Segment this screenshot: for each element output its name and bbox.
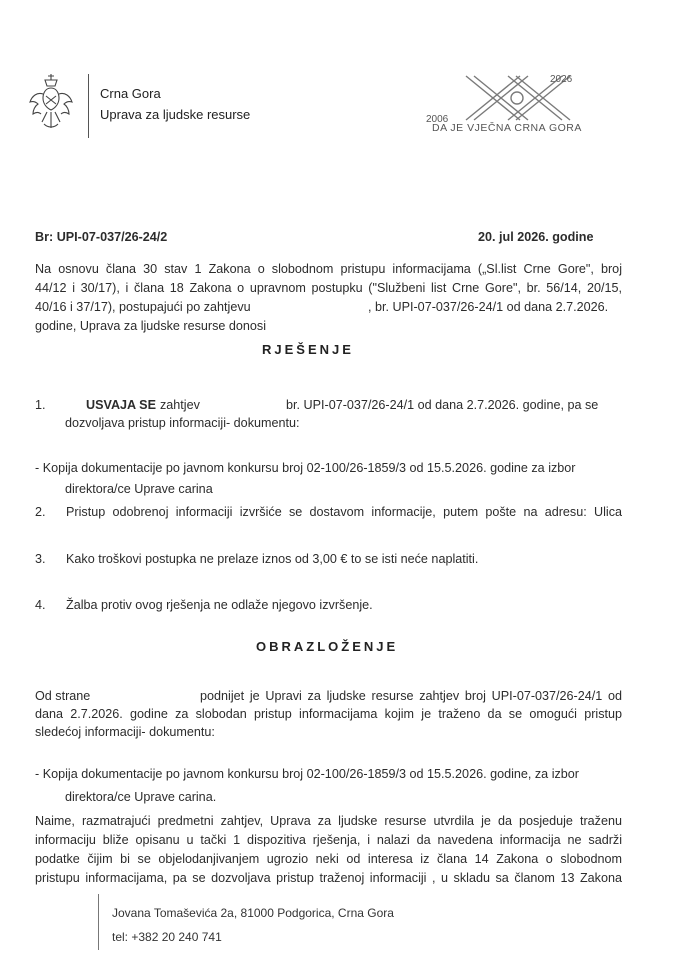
decision-heading: RJEŠENJE xyxy=(262,342,354,357)
logo-year-left: 2006 xyxy=(426,114,449,125)
footer-address: Jovana Tomaševića 2a, 81000 Podgorica, Crna Gora xyxy=(112,906,394,920)
institution-name: Uprava za ljudske resurse xyxy=(100,107,251,122)
item3-text: Kako troškovi postupka ne prelaze iznos od 3,00 € to se isti neće naplatiti. xyxy=(66,552,479,566)
bullet-line: direktora/ce Uprave carina. xyxy=(65,790,217,804)
item-number: 4. xyxy=(35,598,46,612)
intro-line: 40/16 i 37/17), postupajući po zahtjevu xyxy=(35,300,251,314)
logo-year-right: 2026 xyxy=(550,74,573,85)
item1-text: dozvoljava pristup informaciji- dokumentu: xyxy=(65,416,300,430)
reason-line: sledećoj informaciji- dokumentu: xyxy=(35,725,215,739)
item1-text: br. UPI-07-037/26-24/1 od dana 2.7.2026. godine, pa se xyxy=(286,398,599,412)
logo-tagline: DA JE VJEČNA CRNA GORA xyxy=(432,122,582,134)
final-line: Naime, razmatrajući predmetni zahtjev, Uprava za ljudske resurse utvrdila je da posjeduje traženu xyxy=(35,814,622,828)
intro-line: 44/12 i 30/17), i člana 18 Zakona o upravnom postupku ("Službeni list Crne Gore", br. 56/14, 20/15, xyxy=(35,281,622,295)
item1-bold: USVAJA SE xyxy=(86,398,156,412)
document-date: 20. jul 2026. godine xyxy=(478,230,594,244)
item2-text: Pristup odobrenoj informaciji izvršiće se dostavom informacije, putem pošte na adresu: Ulica xyxy=(66,505,622,519)
item-number: 3. xyxy=(35,552,46,566)
reason-line: Od strane xyxy=(35,689,91,703)
intro-line: , br. UPI-07-037/26-24/1 od dana 2.7.2026. xyxy=(368,300,609,314)
bullet-line: direktora/ce Uprave carina xyxy=(65,482,213,496)
reason-line: podnijet je Upravi za ljudske resurse zahtjev broj UPI-07-037/26-24/1 od xyxy=(200,689,622,703)
country-name: Crna Gora xyxy=(100,86,161,101)
reason-line: dana 2.7.2026. godine za slobodan pristup informacijama kojim je traženo da se omogući pristup xyxy=(35,707,622,721)
item4-text: Žalba protiv ovog rješenja ne odlaže njegovo izvršenje. xyxy=(66,598,373,612)
item-number: 1. xyxy=(35,398,46,412)
final-line: informaciju bliže opisanu u tački 1 dispozitiva rješenja, i nalazi da navedena informacija ne sadrži xyxy=(35,833,622,847)
bullet-line: - Kopija dokumentacije po javnom konkursu broj 02-100/26-1859/3 od 15.5.2026. godine, za izbor xyxy=(35,767,579,781)
document-number: Br: UPI-07-037/26-24/2 xyxy=(35,230,168,244)
intro-line: Na osnovu člana 30 stav 1 Zakona o slobodnom pristupu informacijama („Sl.list Crne Gore", broj xyxy=(35,262,622,276)
footer-phone: tel: +382 20 240 741 xyxy=(112,930,222,944)
coat-of-arms-icon xyxy=(28,72,74,134)
reasoning-heading: OBRAZLOŽENJE xyxy=(256,639,399,654)
bullet-line: - Kopija dokumentacije po javnom konkursu broj 02-100/26-1859/3 od 15.5.2026. godine za izbor xyxy=(35,461,576,475)
intro-line: godine, Uprava za ljudske resurse donosi xyxy=(35,319,267,333)
final-line: pristupu informacijama, pa se dozvoljava pristup traženoj informaciji , u skladu sa članom 13 Zakona xyxy=(35,871,622,885)
item-number: 2. xyxy=(35,505,46,519)
final-line: podatke čijim bi se objelodanjivanjem ugrozio neki od interesa iz člana 14 Zakona o slobodnom xyxy=(35,852,622,866)
footer-divider xyxy=(98,894,99,950)
header-divider xyxy=(88,74,89,138)
item1-text: zahtjev xyxy=(160,398,200,412)
